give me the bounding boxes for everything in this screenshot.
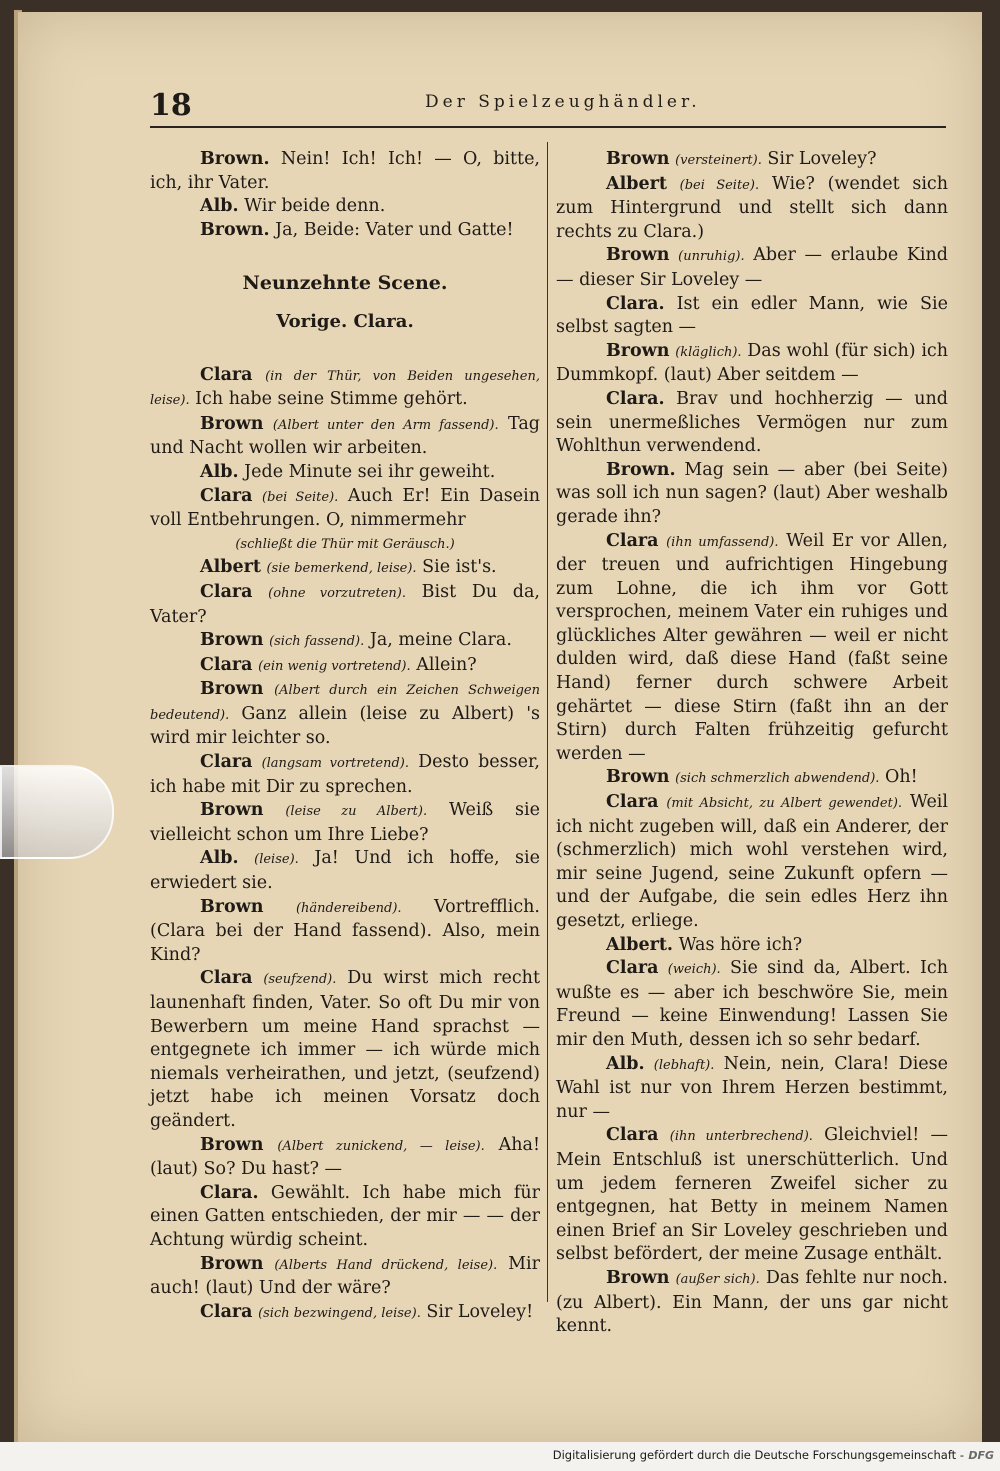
scene-characters: Vorige. Clara. [276,310,414,332]
dialogue-block [556,1267,948,1339]
stage-direction: (langsam vortretend). [261,756,409,772]
column-divider [547,142,548,1302]
dialogue-block [150,413,540,461]
speaker-name: Brown [200,1253,264,1274]
speaker-name: Clara [200,581,253,602]
stage-direction: (bei Seite). [262,489,339,505]
dialogue-text: Das fehlte nur noch. (zu Albert). Ein Mann, der uns gar nicht kennt. [556,1267,948,1337]
dialogue-block [150,195,540,219]
speaker-name: Brown [606,767,670,788]
stage-direction: (ihn umfassend). [666,534,779,550]
dialogue-text: Vortrefflich. (Clara bei der Hand fassend). Also, mein Kind? [150,896,540,965]
dialogue-block [556,1124,948,1267]
speaker-name: Brown [606,245,670,266]
footer-bar [0,1442,1000,1471]
page-number: 18 [150,88,192,123]
dialogue-block [556,388,948,459]
stage-direction: (Albert durch ein Zeichen Schweigen bedeutend). [150,683,540,723]
dialogue-text: Oh! [879,767,918,788]
speaker-name: Clara [200,364,253,385]
speaker-name: Alb. [200,848,239,869]
dialogue-block [150,799,540,847]
left-text-column [150,148,540,1325]
dialogue-block [556,173,948,245]
dialogue-block [556,530,948,767]
page-clip [0,765,114,859]
dialogue-block [150,556,540,581]
dialogue-text: Sir Loveley! [420,1301,534,1322]
stage-direction: (lebhaft). [653,1057,715,1073]
dialogue-text: Bist Du da, Vater? [150,581,540,627]
speaker-name: Alb. [200,461,239,482]
speaker-name: Brown [200,896,264,917]
stage-direction: (ohne vorzutreten). [268,585,406,601]
stage-direction: (ihn unterbrechend). [669,1129,813,1145]
dialogue-block [556,766,948,791]
stage-direction: (sich bezwingend, leise). [258,1305,421,1321]
dialogue-text: Ja, meine Clara. [364,630,512,651]
speaker-name: Brown [200,800,264,821]
dialogue-block [150,1253,540,1301]
dialogue-block [150,629,540,654]
stage-direction: (sie bemerkend, leise). [266,561,417,577]
dialogue-block [150,219,540,243]
dialogue-text: Auch Er! Ein Dasein voll Entbehrungen. O, nimmermehr [150,485,540,531]
dialogue-text: Gleichviel! — Mein Entschluß ist unerschütterlich. Und um jedem ferneren Zweifel sicher zu entgegnen, hat Betty in meinem Namen einen Brief an Sir Loveley geschrieben und selbst befördert, der meine Zusage enthält. [556,1125,948,1265]
speaker-name: Clara [200,654,253,675]
speaker-name: Clara. [200,1182,259,1203]
speaker-name: Brown [606,340,670,361]
dialogue-block [150,485,540,533]
dialogue-block [150,581,540,629]
stage-direction: (weich). [667,962,721,978]
speaker-name: Albert [606,173,667,194]
speaker-name: Clara [606,530,659,551]
stage-direction: (versteinert). [675,153,762,168]
stage-direction: (unruhig). [678,249,745,265]
stage-direction: (mit Absicht, zu Albert gewendet). [666,796,903,812]
dialogue-block [150,148,540,195]
dialogue-block [556,459,948,530]
speaker-name: Clara [200,485,253,506]
dialogue-block [556,1053,948,1125]
stage-direction: (bei Seite). [679,177,760,193]
dialogue-text: Tag und Nacht wollen wir arbeiten. [150,413,540,459]
dialogue-text: Ja! Und ich hoffe, sie erwiedert sie. [150,848,540,894]
stage-direction: (Alberts Hand drückend, leise). [274,1257,498,1273]
dialogue-text: Ist ein edler Mann, wie Sie selbst sagten — [556,293,948,338]
speaker-name: Clara [606,1125,659,1146]
dialogue-text: Ganz allein (leise zu Albert) 's wird mir leichter so. [150,703,540,749]
speaker-name: Brown. [606,459,676,480]
dialogue-block [150,896,540,968]
dialogue-text: Brav und hochherzig — und sein unermeßliches Vermögen nur zum Wohlthun verwendend. [556,388,948,457]
dialogue-block [150,678,540,751]
dialogue-block [556,340,948,388]
right-text-column [556,148,948,1339]
speaker-name: Clara [606,958,659,979]
stage-direction: (in der Thür, von Beiden ungesehen, leise). [150,368,540,409]
dialogue-text: Jede Minute sei ihr geweiht. [238,461,496,482]
dialogue-text: Wir beide denn. [238,196,386,217]
dialogue-text: Weiß sie vielleicht schon um Ihre Liebe? [150,800,540,845]
stage-direction: (außer sich). [675,1271,760,1287]
dialogue-text: Ich habe seine Stimme gehört. [189,389,468,410]
dialogue-text: Was höre ich? [673,934,803,955]
dialogue-block [556,293,948,340]
speaker-name: Clara. [606,293,665,314]
dialogue-text: Desto besser, ich habe mit Dir zu sprechen. [150,752,540,797]
dialogue-block [150,364,540,413]
stage-direction: (sich schmerzlich abwendend). [675,771,880,787]
dialogue-text: Das wohl (für sich) ich Dummkopf. (laut) Aber seitdem — [556,340,948,386]
dfg-logo: DFG [968,1449,994,1462]
dialogue-block [150,751,540,799]
dialogue-block [150,461,540,485]
funding-notice: Digitalisierung gefördert durch die Deutsche Forschungsgemeinschaft - [552,1448,964,1462]
stage-direction: (leise zu Albert). [285,804,428,820]
dialogue-block [556,957,948,1052]
speaker-name: Alb. [200,196,239,217]
speaker-name: Brown [200,1134,264,1155]
speaker-name: Clara [200,1301,253,1322]
speaker-name: Albert [200,557,261,578]
dialogue-block [150,1134,540,1182]
speaker-name: Clara. [606,388,665,409]
dialogue-block [556,934,948,958]
stage-direction: (leise). [254,852,299,868]
dialogue-block [150,1182,540,1253]
dialogue-text: Weil ich nicht zugeben will, daß ein Anderer, der (schmerzlich) mich wohl verstehen wird, mir seine Jugend, seine Zukunft opfern — und der Aufgabe, die sein edles Herz ihn gesetzt, erliege. [556,792,948,931]
dialogue-text: Gewählt. Ich habe mich für einen Gatten entschieden, der mir — — der Achtung würdig scheint. [150,1182,540,1250]
dialogue-block [556,791,948,934]
dialogue-text: Ja, Beide: Vater und Gatte! [269,219,514,240]
dialogue-text: Mag sein — aber (bei Seite) was soll ich nun sagen? (laut) Aber weshalb gerade ihn? [556,459,948,527]
speaker-name: Clara [606,792,659,813]
speaker-name: Brown [200,413,264,434]
dialogue-text: Sir Loveley? [761,149,877,169]
running-title: Der Spielzeughändler. [425,92,701,112]
speaker-name: Brown [200,679,264,700]
scene-heading: Neunzehnte Scene. [242,272,448,295]
speaker-name: Brown [200,630,264,651]
dialogue-text: Sie sind da, Albert. Ich wußte es — aber ich beschwöre Sie, mein Freund — keine Einwendung! Lassen Sie mir den Muth, dessen ich so sehr bedarf. [556,958,948,1050]
stage-direction: (ein wenig vortretend). [258,658,411,674]
speaker-name: Brown [606,149,670,169]
dialogue-text: Aha! (laut) So? Du hast? — [150,1134,540,1180]
speaker-name: Alb. [606,1053,645,1074]
dialogue-block [150,847,540,895]
page-header [150,88,946,128]
stage-direction: (Albert zunickend, — leise). [277,1138,485,1154]
dialogue-block [150,967,540,1133]
dialogue-text: Wie? (wendet sich zum Hintergrund und stellt sich dann rechts zu Clara.) [556,173,948,242]
dialogue-block [556,148,948,173]
speaker-name: Albert. [606,934,673,955]
speaker-name: Clara [200,752,253,773]
speaker-name: Clara [200,968,253,989]
speaker-name: Brown. [200,149,270,169]
stage-direction: (Albert unter den Arm fassend). [272,417,499,433]
dialogue-block [150,1301,540,1326]
dialogue-text: Sie ist's. [416,557,497,578]
dialogue-text: Weil Er vor Allen, der treuen und aufrichtigen Hingebung zum Lohne, die ich ihm vor Gott versprochen, meinem Vater ein ruhiges und glückliches Alter gewähren — weil er nicht dulden wird, daß diese Hand (faßt seine Hand) ferner durch schwere Arbeit gehärtet — diese Stirn (faßt ihn an der Stirn) durch Falten frühzeitig gefurcht werden — [556,530,948,764]
dialogue-text: Nein, nein, Clara! Diese Wahl ist nur von Ihrem Herzen bestimmt, nur — [556,1053,948,1122]
speaker-name: Brown. [200,219,270,240]
stage-direction: (sich fassend). [269,634,365,650]
stage-direction: (kläglich). [675,344,742,360]
dialogue-text: Allein? [410,654,477,675]
stage-direction: (händereibend). [295,900,402,916]
dialogue-text: Aber — erlaube Kind — dieser Sir Loveley — [556,245,948,290]
stage-direction: (schließt die Thür mit Geräusch.) [235,536,455,552]
dialogue-block [556,244,948,292]
speaker-name: Brown [606,1267,670,1288]
stage-direction: (seufzend). [263,972,337,988]
dialogue-block [150,654,540,679]
dialogue-text: Nein! Ich! Ich! — O, bitte, ich, ihr Vater. [150,149,540,193]
dialogue-text: Du wirst mich recht launenhaft finden, Vater. So oft Du mir von Bewerbern um meine Hand sprachst — entgegnete ich immer — ich würde mich niemals verheirathen, und jetzt, (seufzend) jetzt habe ich meinen Vorsatz doch geändert. [150,968,540,1131]
dialogue-text: Mir auch! (laut) Und der wäre? [150,1253,540,1299]
